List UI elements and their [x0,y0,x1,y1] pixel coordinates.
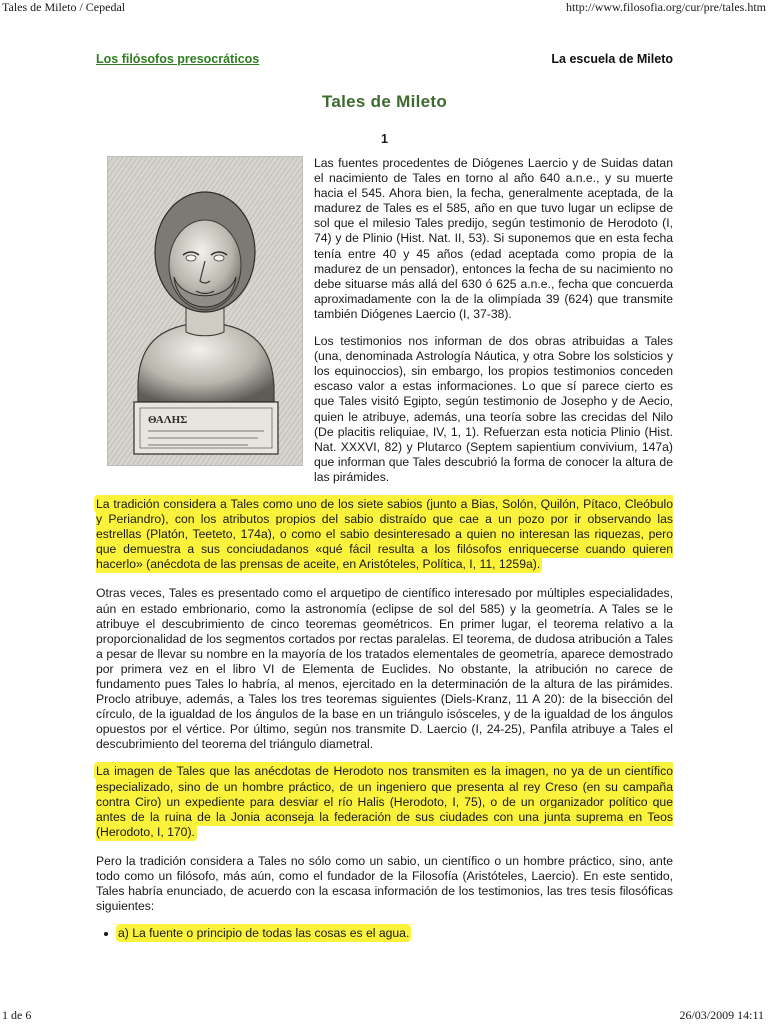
print-footer-pages: 1 de 6 [2,1008,32,1022]
section-label: La escuela de Mileto [551,52,673,66]
topbar [96,50,673,74]
print-footer-datetime: 26/03/2009 14:11 [679,1008,764,1022]
list-item [118,926,673,941]
print-header-title: Tales de Mileto / Cepedal [2,0,126,14]
paragraph-5: La imagen de Tales que las anécdotas de Herodoto nos transmiten es la imagen, no ya de un científico especializado, sino de un hombre práctico, de un ingeniero que presenta al rey Creso (en su campaña contra Ciro) un expediente para desviar el río Halis (Herodoto, I, 75), o de un organizador político que antes de la ruina de la Jonia aconseja la federación de sus ciudades con una junta suprema en Teos (Herodoto, I, 170). [96,764,673,839]
theses-list [96,926,673,941]
breadcrumb-link[interactable]: Los filósofos presocráticos [96,52,260,66]
bust-engraving-icon [107,156,303,466]
page-title: Tales de Mileto [321,92,448,111]
highlighted-block-1 [96,497,673,572]
chapter-number: 1 [381,132,388,146]
print-header [0,0,768,16]
print-header-url: http://www.filosofia.org/cur/pre/tales.htm [566,0,766,14]
print-footer [0,1006,768,1024]
lead-section [96,156,673,485]
paragraph-2: Los testimonios nos informan de dos obras atribuidas a Tales (una, denominada Astrología Náutica, y otra Sobre los solsticios y los equinoccios), sin embargo, los propios testimonios conceden escaso valor a estas informaciones. Lo que sí parece cierto es que Tales visitó Egipto, según testimonio de Josepho y de Aecio, quien le atribuye, además, una teoría sobre las crecidas del Nilo (De placitis reliquiae, IV, 1, 1). Refuerzan esta noticia Plinio (Hist. Nat. XXXVI, 82) y Plutarco (Septem sapientium convivium, 147a) que informan que Tales descubrió la forma de conocer la altura de las pirámides. [314,334,673,484]
paragraph-4: Otras veces, Tales es presentado como el arquetipo de científico interesado por múltiples especialidades, aún en estado embrionario, como la astronomía (eclipse de sol del 585) y la geometría. A Tales se le atribuye el descubrimiento de cinco teoremas geométricos. En primer lugar, el teorema relativo a la proporcionalidad de los segmentos cortados por rectas paralelas. El teorema, de dudosa atribución a Tales a pesar de llevar su nombre en la mayoría de los tratados elementales de geometría, aparece demostrado por primera vez en el libro VI de Elementa de Euclides. No obstante, la atribución no carece de fundamento pues Tales lo habría, al menos, ejercitado en la determinación de la altura de las pirámides. Proclo atribuye, además, a Tales los tres teoremas siguientes (Diels-Kranz, 11 A 20): de la bisección del círculo, de la igualdad de los ángulos de la base en un triángulo isósceles, y de la igualdad de los ángulos opuestos por el vértice. Por último, según nos transmite D. Laercio (I, 24-25), Panfila atribuye a Tales el descubrimiento del teorema del triángulo diametral. [96,586,673,752]
thesis-a: a) La fuente o principio de todas las cosas es el agua. [118,926,410,941]
paragraph-1: Las fuentes procedentes de Diógenes Laercio y de Suidas datan el nacimiento de Tales en torno al año 640 a.n.e., y su muerte hacia el 545. Ahora bien, la fecha, generalmente aceptada, de la madurez de Tales es el 585, año en que tuvo lugar un eclipse de sol que el milesio Tales predijo, según testimonio de Herodoto (I, 74) y de Plinio (Hist. Nat. II, 53). Si suponemos que en esta fecha tenía entre 40 y 45 años (edad aceptada como propia de la madurez de un pensador), entonces la fecha de su nacimiento no debe situarse más allá del 630 ó 625 a.n.e., fecha que concuerda aproximadamente con la de la olimpíada 39 (624) que transmite también Diógenes Laercio (I, 37-38). [314,156,673,321]
paragraph-6: Pero la tradición considera a Tales no sólo como un sabio, un científico o un hombre práctico, sino, ante todo como un filósofo, más aún, como el fundador de la Filosofía (Aristóteles, Laercio). En este sentido, Tales habría enunciado, de acuerdo con la escasa información de los testimonios, las tres tesis filosóficas siguientes: [96,853,673,914]
article [96,50,673,941]
plaque-text: ΘΑΛΗΣ [148,414,188,426]
highlighted-block-2 [96,764,673,839]
paragraph-3: La tradición considera a Tales como uno de los siete sabios (junto a Bias, Solón, Quilón, Pítaco, Cleóbulo y Periandro), con los atributos propios del sabio distraído que cae a un pozo por ir observando las estrellas (Platón, Teeteto, 174a), o como el sabio desinteresado a quien no interesan las riquezas, pero que demuestra a sus conciudadanos «qué fácil resulta a los filósofos enriquecerse cuando quieren hacerlo» (anécdota de las prensas de aceite, en Aristóteles, Política, I, 11, 1259a). [96,496,673,572]
